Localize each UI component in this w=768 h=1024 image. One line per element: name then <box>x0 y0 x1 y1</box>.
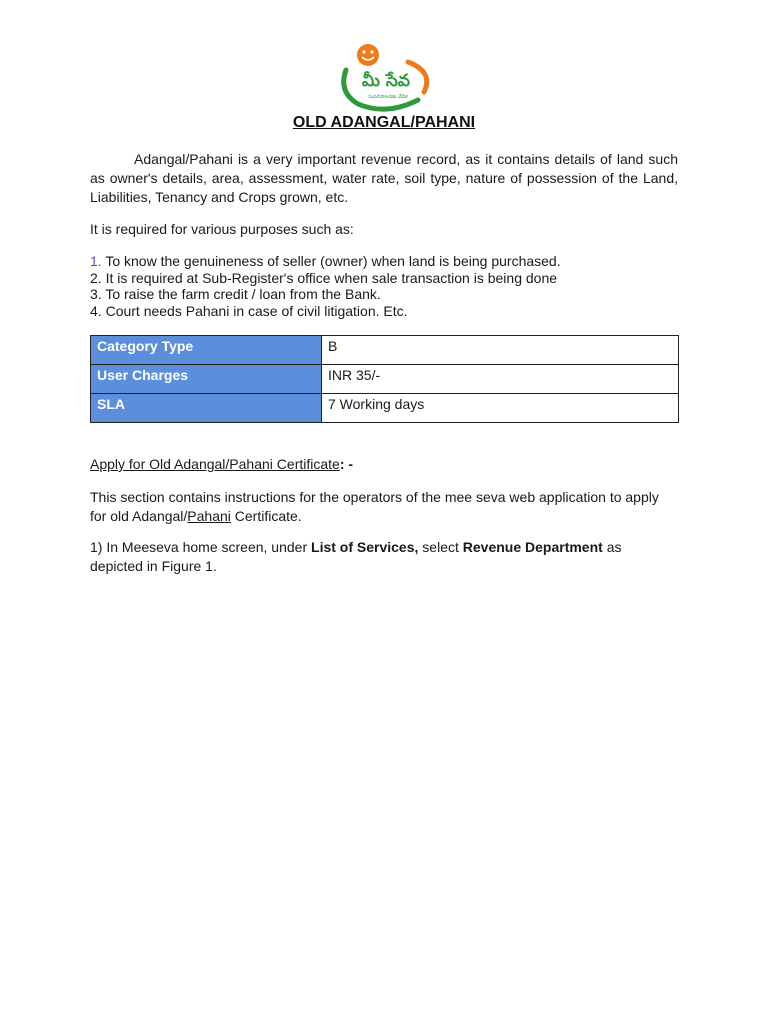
list-item-number: 2. <box>90 269 102 286</box>
list-item-text: To know the genuineness of seller (owner) when land is being purchased. <box>101 253 561 269</box>
table-value-cell: B <box>322 336 679 365</box>
meeseva-logo-graphic <box>336 42 436 114</box>
table-row <box>91 365 679 394</box>
meeseva-logo <box>336 42 436 114</box>
step1-bold-department: Revenue Department <box>462 539 603 555</box>
list-item <box>90 303 561 320</box>
list-item <box>90 270 561 287</box>
table-label-cell: SLA <box>91 394 322 423</box>
apply-desc-part2: Certificate. <box>230 508 302 524</box>
apply-heading <box>90 455 678 474</box>
apply-heading-suffix: : - <box>339 456 354 472</box>
step-1-instruction <box>90 538 678 576</box>
list-item-text: To raise the farm credit / loan from the Bank. <box>101 286 381 302</box>
list-item-text: It is required at Sub-Register's office when sale transaction is being done <box>101 269 558 286</box>
step1-text-c: as depicted in Figure 1. <box>90 539 622 574</box>
table-value-cell: 7 Working days <box>322 394 679 423</box>
table-label-cell: User Charges <box>91 365 322 394</box>
logo-text: మీ సేవ <box>362 71 410 91</box>
list-item-number: 4. <box>90 302 102 319</box>
purposes-intro: It is required for various purposes such as: <box>90 221 354 237</box>
apply-heading-text: Apply for Old Adangal/Pahani Certificate <box>90 456 340 472</box>
page-title <box>0 114 768 132</box>
apply-description <box>90 488 678 526</box>
list-item <box>90 286 561 303</box>
list-item-number: 3. <box>90 286 102 302</box>
table-row <box>91 336 679 365</box>
table-label-cell: Category Type <box>91 336 322 365</box>
table-value-cell: INR 35/- <box>322 365 679 394</box>
apply-desc-part1: This section contains instructions for the operators of the mee seva web application to apply for old Adangal/ <box>90 489 659 524</box>
step1-text-a: 1) In Meeseva home screen, under <box>90 539 312 555</box>
list-item-text: Court needs Pahani in case of civil litigation. Etc. <box>101 302 408 319</box>
step1-text-b: select <box>418 539 463 555</box>
intro-paragraph: Adangal/Pahani is a very important revenue record, as it contains details of land such as owner's details, area, assessment, water rate, soil type, nature of possession of the Land, Liabilities, Tenancy and Crops grown, etc. <box>90 151 678 205</box>
page-title-text: OLD ADANGAL/PAHANI <box>292 114 476 131</box>
list-item-number: 1. <box>90 253 102 269</box>
apply-desc-pahani: Pahani <box>187 508 231 524</box>
list-item <box>90 253 561 270</box>
table-row <box>91 394 679 423</box>
service-info-table <box>90 335 679 423</box>
step1-bold-services: List of Services, <box>311 539 419 555</box>
purposes-list <box>90 253 561 319</box>
logo-subtext: సుపరిపాలనకు వేదిక <box>368 94 408 100</box>
